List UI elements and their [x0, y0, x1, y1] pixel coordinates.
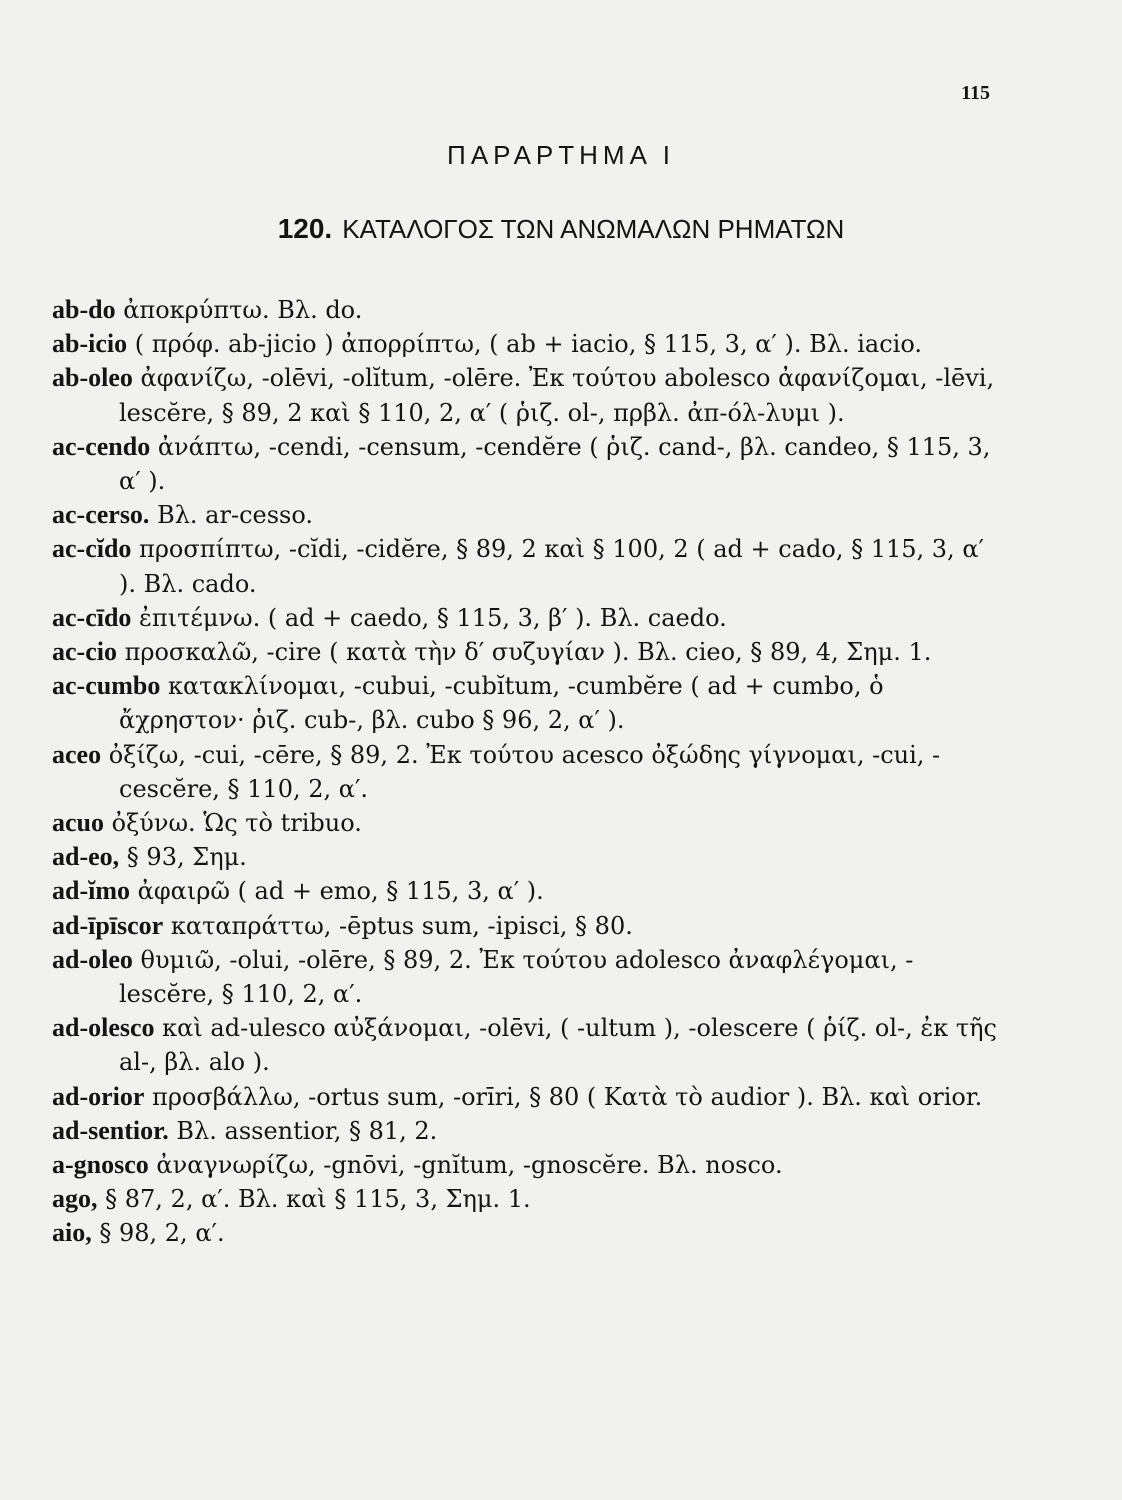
appendix-title: ΠΑΡΑΡΤΗΜΑ Ι	[447, 140, 675, 170]
verb-entry	[52, 1114, 997, 1148]
verb-definition: Βλ. ar-cesso.	[149, 501, 313, 530]
verb-entry	[52, 293, 997, 327]
verb-headword: a-gnosco	[52, 1150, 149, 1180]
verb-entry	[52, 430, 997, 498]
verb-list	[52, 293, 997, 1251]
verb-entry	[52, 909, 997, 943]
verb-entry	[52, 498, 997, 532]
verb-entry	[52, 635, 997, 669]
verb-definition: θυμιῶ, -olui, -olēre, § 89, 2. Ἐκ τούτου adolesco ἀναφλέγομαι, -lescĕre, § 110, 2, α′.	[119, 945, 914, 1009]
verb-headword: ad-oleo	[52, 944, 133, 974]
verb-headword: ab-do	[52, 295, 116, 324]
verb-definition: ἀποκρύπτω. Βλ. do.	[115, 296, 363, 324]
verb-headword: ad-orior	[52, 1081, 145, 1111]
verb-entry	[52, 1216, 997, 1250]
verb-entry	[52, 738, 997, 806]
verb-entry	[52, 874, 997, 908]
verb-headword: aceo	[52, 739, 102, 769]
verb-entry	[52, 532, 997, 600]
verb-entry	[52, 361, 997, 429]
verb-definition: ἀφανίζω, -olēvi, -olĭtum, -olēre. Ἐκ τούτου abolesco ἀφανίζομαι, -lēvi, lescĕre, § 89, 2 καὶ § 110, 2, α′ ( ῥιζ. ol-, πρβλ. ἀπ-όλ-λυμι ).	[119, 364, 995, 427]
verb-definition: ἀφαιρῶ ( ad + emo, § 115, 3, α′ ).	[130, 877, 544, 906]
verb-headword: ad-olesco	[52, 1013, 155, 1043]
verb-headword: ab-oleo	[52, 363, 133, 393]
verb-headword: ac-cio	[52, 637, 117, 667]
verb-entry	[52, 669, 997, 737]
verb-entry	[52, 1080, 997, 1114]
verb-definition: Βλ. assentior, § 81, 2.	[168, 1116, 438, 1145]
verb-headword: ad-ĭmo	[52, 876, 130, 906]
verb-definition: ὀξίζω, -cui, -cēre, § 89, 2. Ἐκ τούτου acesco ὀξώδης γίγνομαι, -cui, -cescĕre, § 110, 2, α′.	[101, 740, 941, 803]
verb-definition: προσπίπτω, -cĭdi, -cidĕre, § 89, 2 καὶ § 100, 2 ( ad + cado, § 115, 3, α′ ). Βλ. cado.	[119, 535, 984, 598]
verb-headword: ac-cumbo	[52, 671, 161, 701]
verb-headword: ago,	[52, 1184, 98, 1214]
verb-headword: acuo	[52, 808, 104, 838]
verb-definition: ἀνάπτω, -cendi, -censum, -cendĕre ( ῥιζ. cand-, βλ. candeo, § 115, 3, α′ ).	[119, 432, 991, 496]
verb-definition: ὀξύνω. Ὡς τὸ tribuo.	[104, 809, 362, 838]
verb-entry	[52, 943, 997, 1011]
verb-entry	[52, 806, 997, 840]
verb-entry	[52, 1011, 997, 1079]
verb-definition: § 98, 2, α′.	[91, 1219, 225, 1248]
section-number: 120.	[277, 213, 333, 244]
page-number: 115	[961, 82, 990, 104]
verb-headword: ad-eo,	[52, 842, 120, 872]
verb-headword: ac-cendo	[52, 431, 151, 461]
verb-definition: προσβάλλω, -ortus sum, -orīri, § 80 ( Κατὰ τὸ audior ). Βλ. καὶ orior.	[144, 1082, 983, 1111]
verb-entry	[52, 327, 997, 361]
verb-headword: ad-īpīscor	[52, 910, 164, 940]
verb-definition: καταπράττω, -ēptus sum, -ipisci, § 80.	[163, 911, 633, 940]
verb-headword: ac-cīdo	[52, 602, 132, 632]
verb-entry	[52, 840, 997, 874]
verb-definition: ἐπιτέμνω. ( ad + caedo, § 115, 3, β′ ). Βλ. caedo.	[131, 603, 727, 632]
section-heading	[0, 213, 1122, 245]
verb-definition: § 87, 2, α′. Βλ. καὶ § 115, 3, Σημ. 1.	[97, 1185, 531, 1214]
verb-headword: ab-icio	[52, 329, 128, 359]
verb-headword: ac-cĭdo	[52, 534, 132, 564]
verb-entry	[52, 601, 997, 635]
verb-definition: κατακλίνομαι, -cubui, -cubĭtum, -cumbĕre ( ad + cumbo, ὁ ἄχρηστον· ῥιζ. cub-, βλ. cubo § 96, 2, α′ ).	[119, 672, 884, 735]
verb-definition: § 93, Σημ.	[119, 843, 247, 872]
verb-definition: ἀναγνωρίζω, -gnōvi, -gnĭtum, -gnoscĕre. Βλ. nosco.	[148, 1151, 783, 1180]
verb-entry	[52, 1148, 997, 1182]
verb-headword: aio,	[52, 1218, 92, 1248]
verb-entry	[52, 1182, 997, 1216]
verb-definition: καὶ ad-ulesco αὐξάνομαι, -olēvi, ( -ultum ), -olescere ( ῥίζ. ol-, ἐκ τῆς al-, βλ. alo ).	[119, 1014, 997, 1077]
verb-headword: ad-sentior.	[52, 1115, 169, 1145]
verb-definition: ( πρόφ. ab-jicio ) ἀπορρίπτω, ( ab + iacio, § 115, 3, α′ ). Βλ. iacio.	[127, 330, 922, 359]
verb-headword: ac-cerso.	[52, 500, 150, 530]
section-title: ΚΑΤΑΛΟΓΟΣ ΤΩΝ ΑΝΩΜΑΛΩΝ ΡΗΜΑΤΩΝ	[342, 214, 845, 244]
verb-definition: προσκαλῶ, -cire ( κατὰ τὴν δ′ συζυγίαν ). Βλ. cieo, § 89, 4, Σημ. 1.	[116, 638, 932, 667]
